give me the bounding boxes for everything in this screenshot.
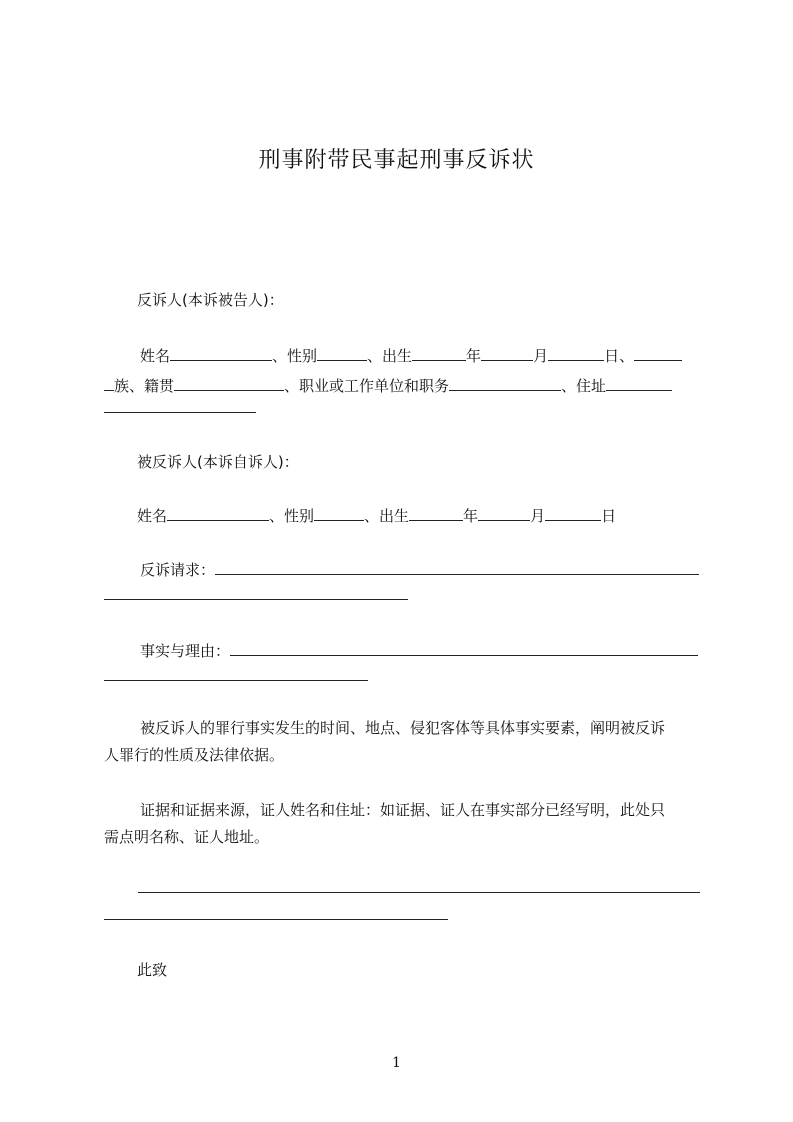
claims-line bbox=[140, 559, 699, 580]
employer-blank[interactable] bbox=[449, 375, 561, 391]
defendant-gender-label: 、性别 bbox=[269, 507, 315, 525]
defendant-birth-label: 、出生 bbox=[364, 507, 410, 525]
counter-defendant-heading: 被反诉人(本诉自诉人)： bbox=[137, 453, 299, 471]
evidence-blank-end[interactable] bbox=[104, 919, 448, 920]
document-title: 刑事附带民事起刑事反诉状 bbox=[258, 148, 535, 173]
defendant-month-blank[interactable] bbox=[478, 505, 530, 521]
day-label: 日、 bbox=[604, 347, 635, 365]
paragraph-1-line-1: 被反诉人的罪行事实发生的时间、地点、侵犯客体等具体事实要素，阐明被反诉 bbox=[140, 719, 666, 737]
birth-label: 、出生 bbox=[367, 347, 413, 365]
native-place-blank[interactable] bbox=[174, 375, 284, 391]
address-blank-start[interactable] bbox=[606, 375, 672, 391]
defendant-month-label: 月 bbox=[530, 507, 546, 525]
facts-blank-start[interactable] bbox=[230, 640, 698, 656]
address-label: 、住址 bbox=[561, 377, 607, 395]
gender-blank[interactable] bbox=[317, 345, 367, 361]
ethnicity-blank-start[interactable] bbox=[634, 345, 682, 361]
defendant-day-blank[interactable] bbox=[545, 505, 601, 521]
evidence-blank-start[interactable] bbox=[138, 892, 700, 893]
paragraph-2-line-2: 需点明名称、证人地址。 bbox=[104, 828, 270, 846]
name-label: 姓名 bbox=[140, 347, 171, 365]
ethnicity-label: 族、籍贯 bbox=[114, 377, 175, 395]
facts-line bbox=[140, 640, 698, 661]
counter-plaintiff-heading: 反诉人(本诉被告人)： bbox=[137, 291, 284, 309]
counter-plaintiff-line-2 bbox=[104, 375, 672, 396]
name-blank[interactable] bbox=[170, 345, 272, 361]
defendant-name-blank[interactable] bbox=[167, 505, 269, 521]
month-label: 月 bbox=[533, 347, 549, 365]
gender-label: 、性别 bbox=[272, 347, 318, 365]
year-label: 年 bbox=[466, 347, 482, 365]
claims-label: 反诉请求： bbox=[140, 561, 216, 579]
closing-text: 此致 bbox=[137, 961, 168, 979]
defendant-day-label: 日 bbox=[601, 507, 617, 525]
counter-defendant-line bbox=[137, 505, 616, 526]
paragraph-2-line-1: 证据和证据来源，证人姓名和住址：如证据、证人在事实部分已经写明，此处只 bbox=[140, 801, 666, 819]
birth-month-blank[interactable] bbox=[481, 345, 533, 361]
claims-blank-end[interactable] bbox=[104, 599, 408, 600]
paragraph-1-line-2: 人罪行的性质及法律依据。 bbox=[104, 746, 285, 764]
facts-label: 事实与理由： bbox=[140, 642, 231, 660]
facts-blank-end[interactable] bbox=[104, 680, 368, 681]
birth-day-blank[interactable] bbox=[548, 345, 604, 361]
defendant-gender-blank[interactable] bbox=[314, 505, 364, 521]
defendant-year-label: 年 bbox=[463, 507, 479, 525]
birth-year-blank[interactable] bbox=[412, 345, 466, 361]
defendant-year-blank[interactable] bbox=[409, 505, 463, 521]
address-blank-end[interactable] bbox=[104, 412, 256, 413]
employer-label: 、职业或工作单位和职务 bbox=[284, 377, 450, 395]
claims-blank-start[interactable] bbox=[215, 559, 699, 575]
ethnicity-blank-end[interactable] bbox=[104, 375, 114, 391]
defendant-name-label: 姓名 bbox=[137, 507, 168, 525]
page-number: 1 bbox=[392, 1055, 401, 1071]
counter-plaintiff-line-1 bbox=[140, 345, 682, 366]
